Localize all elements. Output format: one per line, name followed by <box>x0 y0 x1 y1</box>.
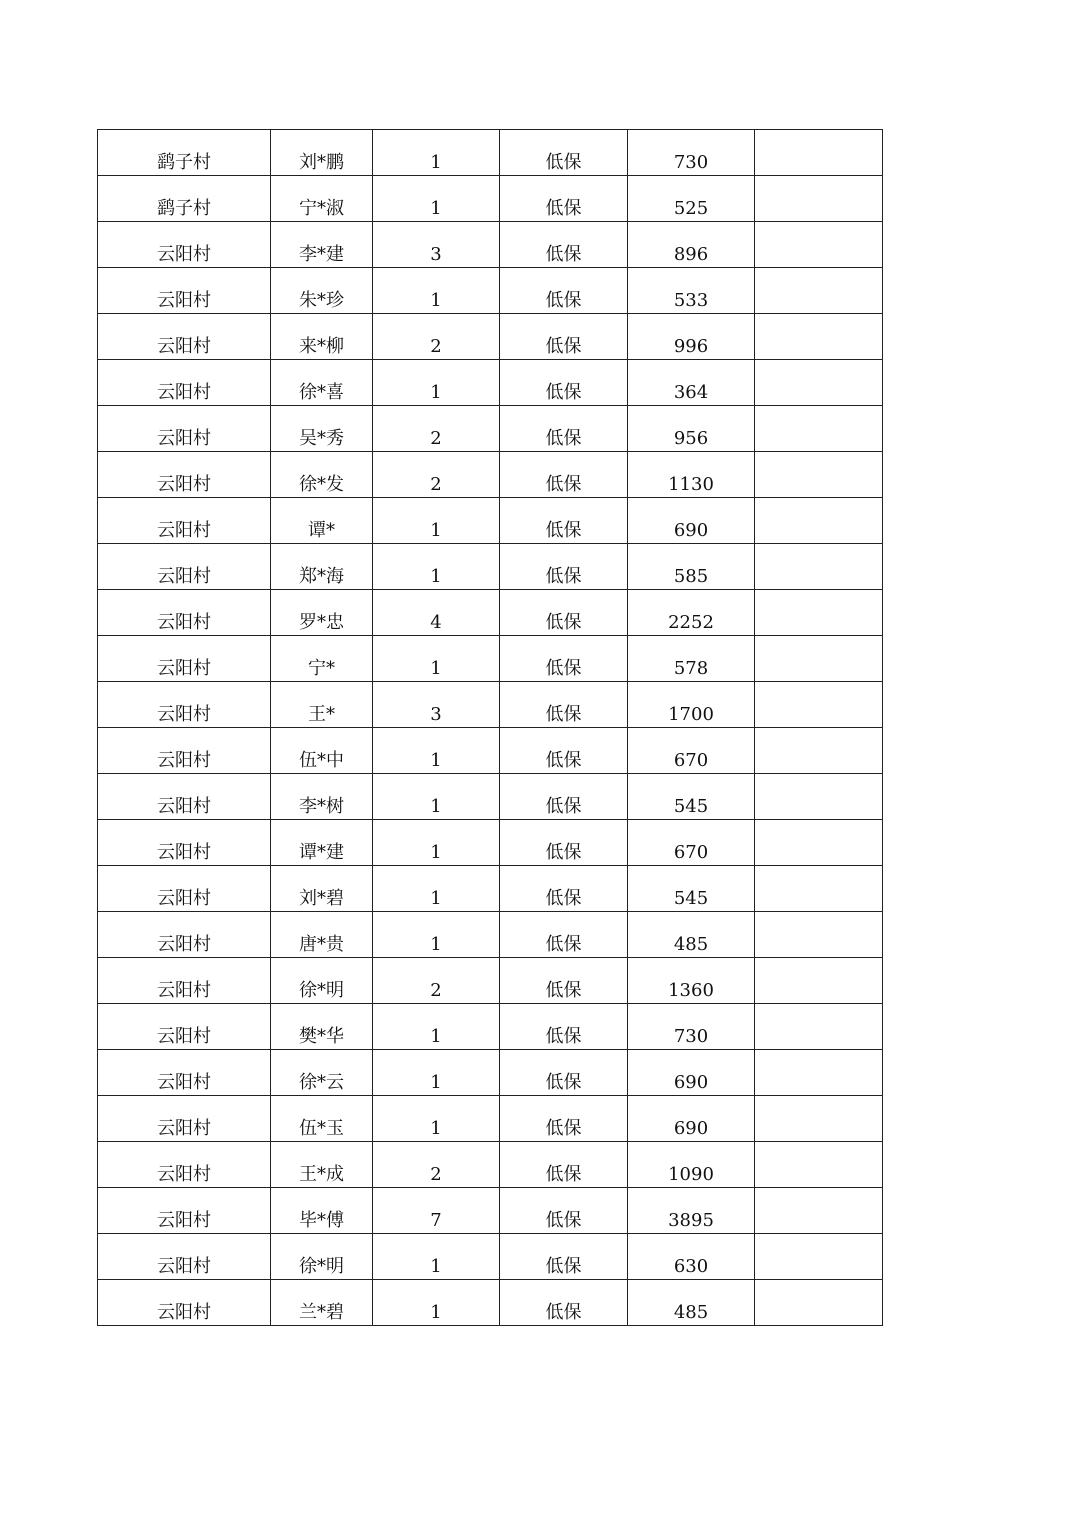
name-cell: 樊*华 <box>271 1004 373 1050</box>
name-cell: 来*柳 <box>271 314 373 360</box>
remark-cell <box>755 1280 883 1326</box>
assistance-type-cell: 低保 <box>500 130 628 176</box>
household-count-cell: 2 <box>373 314 500 360</box>
table-row <box>98 544 883 590</box>
assistance-type-cell: 低保 <box>500 866 628 912</box>
amount-cell: 2252 <box>628 590 755 636</box>
table-row <box>98 268 883 314</box>
household-count-cell: 2 <box>373 1142 500 1188</box>
assistance-type-cell: 低保 <box>500 406 628 452</box>
amount-cell: 896 <box>628 222 755 268</box>
household-count-cell: 1 <box>373 912 500 958</box>
village-cell: 云阳村 <box>98 682 271 728</box>
household-count-cell: 1 <box>373 774 500 820</box>
name-cell: 唐*贵 <box>271 912 373 958</box>
remark-cell <box>755 360 883 406</box>
village-cell: 云阳村 <box>98 774 271 820</box>
village-cell: 云阳村 <box>98 268 271 314</box>
name-cell: 伍*中 <box>271 728 373 774</box>
assistance-type-cell: 低保 <box>500 682 628 728</box>
amount-cell: 485 <box>628 1280 755 1326</box>
table-row <box>98 912 883 958</box>
village-cell: 云阳村 <box>98 1004 271 1050</box>
village-cell: 云阳村 <box>98 452 271 498</box>
household-count-cell: 1 <box>373 544 500 590</box>
amount-cell: 630 <box>628 1234 755 1280</box>
amount-cell: 533 <box>628 268 755 314</box>
name-cell: 吴*秀 <box>271 406 373 452</box>
household-count-cell: 1 <box>373 360 500 406</box>
amount-cell: 690 <box>628 1096 755 1142</box>
name-cell: 刘*鹏 <box>271 130 373 176</box>
table-row <box>98 958 883 1004</box>
remark-cell <box>755 958 883 1004</box>
assistance-type-cell: 低保 <box>500 958 628 1004</box>
remark-cell <box>755 590 883 636</box>
village-cell: 云阳村 <box>98 958 271 1004</box>
amount-cell: 730 <box>628 1004 755 1050</box>
amount-cell: 525 <box>628 176 755 222</box>
amount-cell: 545 <box>628 866 755 912</box>
assistance-type-cell: 低保 <box>500 774 628 820</box>
village-cell: 云阳村 <box>98 1050 271 1096</box>
village-cell: 云阳村 <box>98 406 271 452</box>
assistance-type-cell: 低保 <box>500 1234 628 1280</box>
amount-cell: 585 <box>628 544 755 590</box>
table-row <box>98 222 883 268</box>
table-row <box>98 1142 883 1188</box>
village-cell: 云阳村 <box>98 222 271 268</box>
remark-cell <box>755 544 883 590</box>
table-row <box>98 1280 883 1326</box>
remark-cell <box>755 728 883 774</box>
assistance-type-cell: 低保 <box>500 1050 628 1096</box>
assistance-type-cell: 低保 <box>500 728 628 774</box>
remark-cell <box>755 636 883 682</box>
amount-cell: 670 <box>628 728 755 774</box>
table-row <box>98 636 883 682</box>
amount-cell: 1130 <box>628 452 755 498</box>
remark-cell <box>755 682 883 728</box>
remark-cell <box>755 912 883 958</box>
village-cell: 云阳村 <box>98 544 271 590</box>
village-cell: 云阳村 <box>98 1188 271 1234</box>
village-cell: 云阳村 <box>98 1142 271 1188</box>
remark-cell <box>755 498 883 544</box>
assistance-type-cell: 低保 <box>500 1280 628 1326</box>
name-cell: 徐*喜 <box>271 360 373 406</box>
household-count-cell: 3 <box>373 682 500 728</box>
remark-cell <box>755 820 883 866</box>
village-cell: 云阳村 <box>98 1234 271 1280</box>
village-cell: 云阳村 <box>98 1280 271 1326</box>
table-row <box>98 130 883 176</box>
table-row <box>98 774 883 820</box>
name-cell: 罗*忠 <box>271 590 373 636</box>
household-count-cell: 1 <box>373 636 500 682</box>
table-row <box>98 728 883 774</box>
household-count-cell: 4 <box>373 590 500 636</box>
assistance-type-cell: 低保 <box>500 222 628 268</box>
village-cell: 云阳村 <box>98 498 271 544</box>
name-cell: 徐*明 <box>271 958 373 1004</box>
table-row <box>98 360 883 406</box>
amount-cell: 670 <box>628 820 755 866</box>
amount-cell: 690 <box>628 498 755 544</box>
table-row <box>98 452 883 498</box>
household-count-cell: 1 <box>373 1280 500 1326</box>
table-row <box>98 820 883 866</box>
name-cell: 徐*发 <box>271 452 373 498</box>
household-count-cell: 1 <box>373 268 500 314</box>
assistance-type-cell: 低保 <box>500 544 628 590</box>
village-cell: 云阳村 <box>98 728 271 774</box>
name-cell: 王*成 <box>271 1142 373 1188</box>
household-count-cell: 1 <box>373 728 500 774</box>
village-cell: 云阳村 <box>98 590 271 636</box>
table-row <box>98 406 883 452</box>
assistance-type-cell: 低保 <box>500 360 628 406</box>
assistance-type-cell: 低保 <box>500 498 628 544</box>
name-cell: 宁*淑 <box>271 176 373 222</box>
remark-cell <box>755 314 883 360</box>
amount-cell: 690 <box>628 1050 755 1096</box>
assistance-type-cell: 低保 <box>500 452 628 498</box>
amount-cell: 996 <box>628 314 755 360</box>
name-cell: 宁* <box>271 636 373 682</box>
amount-cell: 3895 <box>628 1188 755 1234</box>
remark-cell <box>755 774 883 820</box>
household-count-cell: 1 <box>373 1050 500 1096</box>
village-cell: 云阳村 <box>98 820 271 866</box>
village-cell: 云阳村 <box>98 912 271 958</box>
amount-cell: 1700 <box>628 682 755 728</box>
village-cell: 鹞子村 <box>98 130 271 176</box>
table-row <box>98 1004 883 1050</box>
amount-cell: 956 <box>628 406 755 452</box>
name-cell: 谭*建 <box>271 820 373 866</box>
amount-cell: 730 <box>628 130 755 176</box>
name-cell: 徐*云 <box>271 1050 373 1096</box>
table-row <box>98 590 883 636</box>
table-row <box>98 498 883 544</box>
table-row <box>98 1188 883 1234</box>
assistance-type-cell: 低保 <box>500 1004 628 1050</box>
remark-cell <box>755 222 883 268</box>
household-count-cell: 1 <box>373 176 500 222</box>
table-row <box>98 1096 883 1142</box>
amount-cell: 545 <box>628 774 755 820</box>
village-cell: 云阳村 <box>98 314 271 360</box>
household-count-cell: 2 <box>373 406 500 452</box>
assistance-type-cell: 低保 <box>500 314 628 360</box>
amount-cell: 578 <box>628 636 755 682</box>
household-count-cell: 3 <box>373 222 500 268</box>
village-cell: 云阳村 <box>98 360 271 406</box>
name-cell: 郑*海 <box>271 544 373 590</box>
assistance-type-cell: 低保 <box>500 176 628 222</box>
table-body <box>98 130 883 1326</box>
name-cell: 毕*傅 <box>271 1188 373 1234</box>
name-cell: 兰*碧 <box>271 1280 373 1326</box>
assistance-type-cell: 低保 <box>500 268 628 314</box>
household-count-cell: 1 <box>373 130 500 176</box>
name-cell: 王* <box>271 682 373 728</box>
household-count-cell: 7 <box>373 1188 500 1234</box>
household-count-cell: 2 <box>373 452 500 498</box>
remark-cell <box>755 1188 883 1234</box>
subsidy-table <box>97 129 883 1326</box>
assistance-type-cell: 低保 <box>500 636 628 682</box>
assistance-type-cell: 低保 <box>500 820 628 866</box>
table-row <box>98 1234 883 1280</box>
remark-cell <box>755 1004 883 1050</box>
table-row <box>98 1050 883 1096</box>
remark-cell <box>755 176 883 222</box>
household-count-cell: 1 <box>373 1234 500 1280</box>
table-row <box>98 866 883 912</box>
assistance-type-cell: 低保 <box>500 1188 628 1234</box>
household-count-cell: 1 <box>373 866 500 912</box>
amount-cell: 485 <box>628 912 755 958</box>
assistance-type-cell: 低保 <box>500 590 628 636</box>
remark-cell <box>755 452 883 498</box>
remark-cell <box>755 406 883 452</box>
remark-cell <box>755 1142 883 1188</box>
village-cell: 云阳村 <box>98 866 271 912</box>
amount-cell: 364 <box>628 360 755 406</box>
household-count-cell: 1 <box>373 498 500 544</box>
remark-cell <box>755 268 883 314</box>
village-cell: 云阳村 <box>98 636 271 682</box>
name-cell: 伍*玉 <box>271 1096 373 1142</box>
village-cell: 云阳村 <box>98 1096 271 1142</box>
name-cell: 徐*明 <box>271 1234 373 1280</box>
assistance-type-cell: 低保 <box>500 912 628 958</box>
remark-cell <box>755 1050 883 1096</box>
remark-cell <box>755 866 883 912</box>
household-count-cell: 1 <box>373 1004 500 1050</box>
name-cell: 谭* <box>271 498 373 544</box>
assistance-type-cell: 低保 <box>500 1096 628 1142</box>
remark-cell <box>755 1096 883 1142</box>
name-cell: 刘*碧 <box>271 866 373 912</box>
amount-cell: 1360 <box>628 958 755 1004</box>
amount-cell: 1090 <box>628 1142 755 1188</box>
table-row <box>98 314 883 360</box>
household-count-cell: 1 <box>373 1096 500 1142</box>
name-cell: 朱*珍 <box>271 268 373 314</box>
household-count-cell: 1 <box>373 820 500 866</box>
assistance-type-cell: 低保 <box>500 1142 628 1188</box>
remark-cell <box>755 1234 883 1280</box>
table-row <box>98 682 883 728</box>
name-cell: 李*树 <box>271 774 373 820</box>
remark-cell <box>755 130 883 176</box>
household-count-cell: 2 <box>373 958 500 1004</box>
table-row <box>98 176 883 222</box>
village-cell: 鹞子村 <box>98 176 271 222</box>
name-cell: 李*建 <box>271 222 373 268</box>
